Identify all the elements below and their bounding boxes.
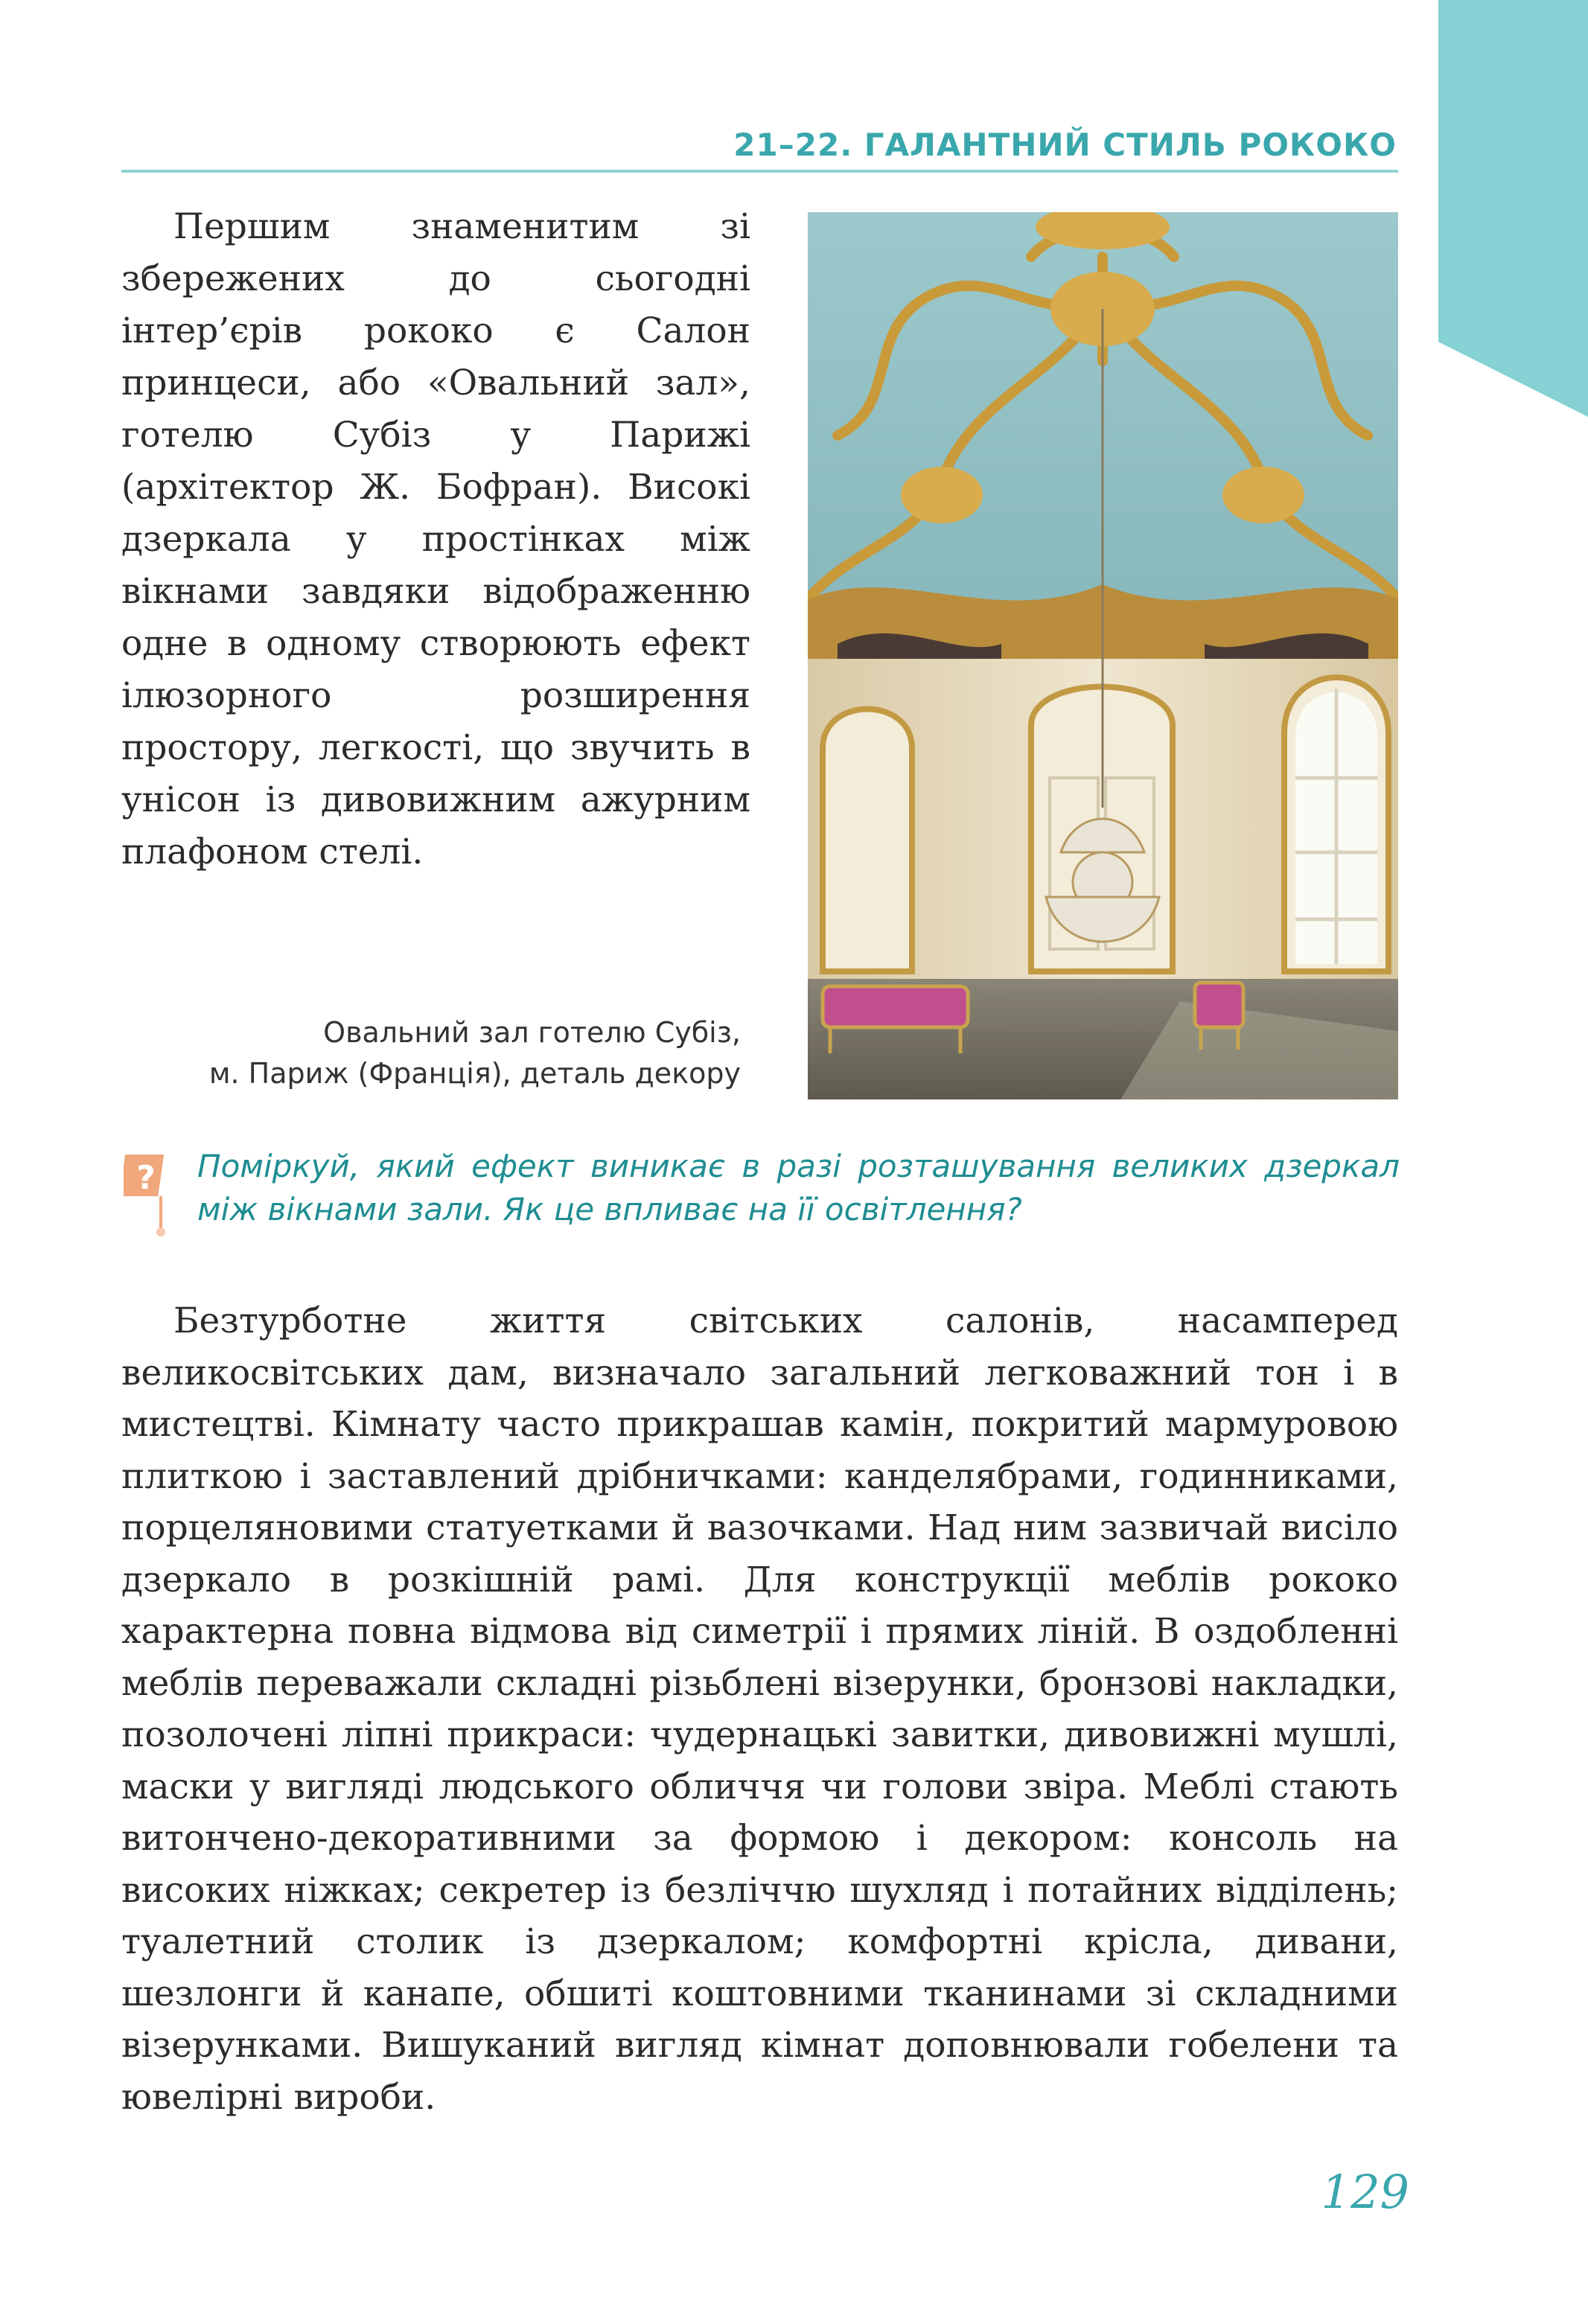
page-number: 129 — [1321, 2165, 1409, 2219]
caption-line-1: Овальний зал готелю Субіз, — [323, 1016, 741, 1049]
question-mark-icon — [124, 1150, 168, 1239]
figure-caption — [130, 1012, 741, 1094]
caption-line-2: м. Париж (Франція), деталь декору — [208, 1057, 741, 1090]
main-paragraph: Безтурботне життя світських салонів, насамперед великосвітських дам, визначало загальний легковажний тон і в мистецтві. Кімнату часто прикрашав камін, покритий мармуровою плиткою і заставлений дрібничками: канделябрами, годинниками, порцеляновими статуетками й вазочками. Над ним зазвичай висіло дзеркало в розкішній рамі. Для конструкції меблів рококо характерна повна відмова від симетрії і прямих ліній. В оздобленні меблів переважали складні різьблені візерунки, бронзові накладки, позолочені ліпні прикраси: чудернацькі завитки, дивовижні мушлі, маски у вигляді людського обличчя чи голови звіра. Меблі стають витончено-декоративними за формою і декором: консоль на високих ніжках; секретер із безліччю шухляд і потайних відділень; туалетний столик із дзеркалом; комфортні крісла, дивани, шезлонги й канапе, обшиті коштовними тканинами зі складними візерунками. Вишуканий вигляд кімнат доповнювали гобелени та ювелірні вироби. — [121, 1300, 1398, 2118]
oval-hall-photo — [808, 212, 1398, 1099]
intro-paragraph: Першим знаменитим зі збережених до сьогодні інтер’єрів рококо є Салон принцеси, або «Овальний зал», готелю Субіз у Парижі (архітектор Ж. Бофран). Високі дзеркала у простінках між вікнами завдяки відображенню одне в одному створюють ефект ілюзорного розширення простору, легкості, що звучить в унісон із дивовижним ажурним плафоном стелі. — [121, 206, 750, 872]
svg-text:?: ? — [136, 1159, 156, 1197]
header-divider — [121, 170, 1398, 173]
reflection-question: Поміркуй, який ефект виникає в разі розташування великих дзеркал між вікнами зали. Як це впливає на її освітлення? — [197, 1148, 1400, 1228]
chapter-tab — [1438, 0, 1588, 417]
running-header: 21–22. ГАЛАНТНИЙ СТИЛЬ РОКОКО — [733, 127, 1397, 163]
